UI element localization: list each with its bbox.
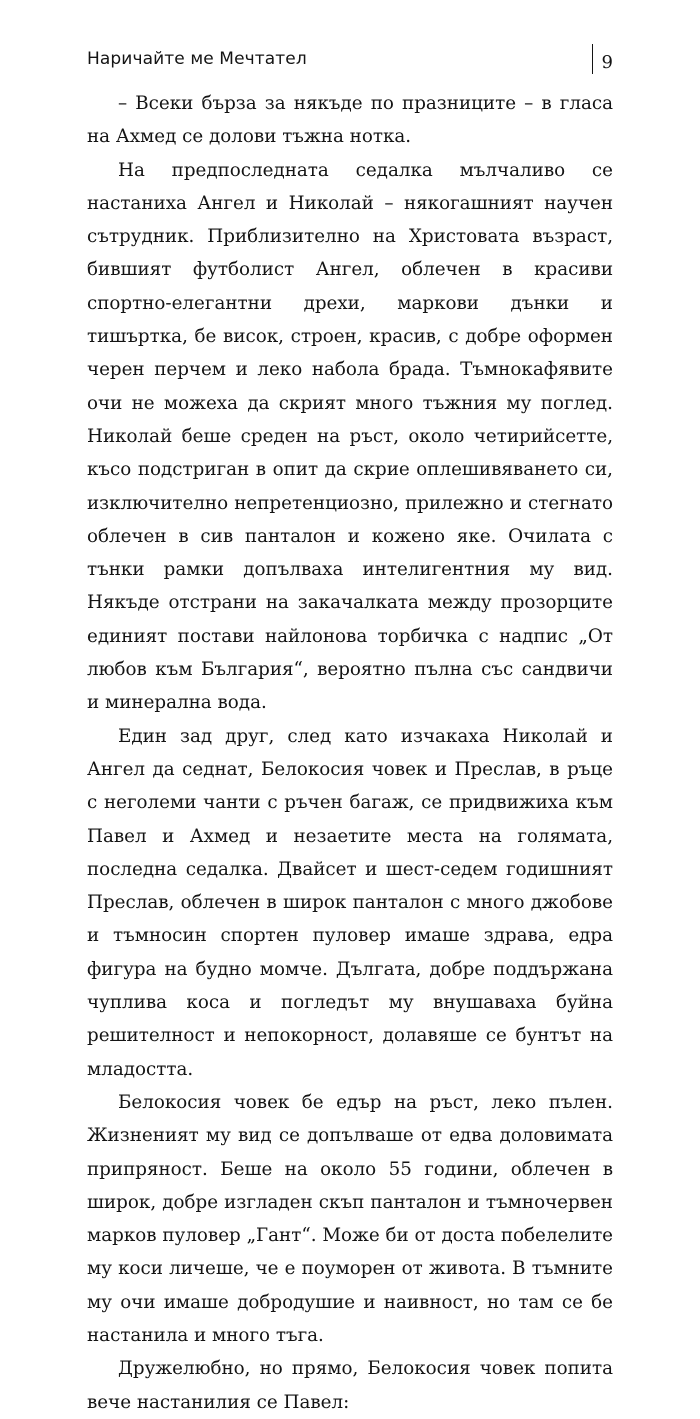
page-number-block: [592, 42, 613, 74]
running-title: Наричайте ме Мечтател: [87, 49, 307, 69]
paragraph: Белокосия човек бе едър на ръст, леко пълен. Жизненият му вид се допълваше от едва доловимата припряност. Беше на около 55 години, облечен в широк, добре изгладен скъп панталон и тъмночервен марков пуловер „Гант“. Може би от доста побелелите му коси личеше, че е поуморен от живота. В тъмните му очи имаше добродушие и наивност, но там се бе настанила и много тъга.: [87, 1091, 613, 1346]
header-rule: [592, 44, 593, 74]
paragraph: – Всеки бърза за някъде по празниците – в гласа на Ахмед се долови тъжна нотка.: [87, 93, 613, 148]
page-header: [87, 42, 613, 74]
paragraph: На предпоследната седалка мълчаливо се настаниха Ангел и Николай – някогашният научен сътрудник. Приблизително на Христовата възраст, бившият футболист Ангел, облечен в красиви спортно-елегантни дрехи, маркови дънки и тишъртка, бе висок, строен, красив, с добре оформен черен перчем и леко набола брада. Тъмнокафявите очи не можеха да скрият много тъжния му поглед. Николай беше среден на ръст, около четирийсетте, късо подстриган в опит да скрие оплешивяването си, изключително непретенциозно, прилежно и стегнато облечен в сив панталон и кожено яке. Очилата с тънки рамки допълваха интелигентния му вид. Някъде отстрани на закачалката между прозорците единият постави найлонова торбичка с надпис „От любов към България“, вероятно пълна със сандвичи и минерална вода.: [87, 159, 613, 714]
body-text: [87, 87, 613, 1419]
paragraph: Един зад друг, след като изчакаха Николай и Ангел да седнат, Белокосия човек и Преслав, в ръце с неголеми чанти с ръчен багаж, се придвижиха към Павел и Ахмед и незаетите места на голямата, последна седалка. Двайсет и шест-седем годишният Преслав, облечен в широк панталон с много джобове и тъмносин спортен пуловер имаше здрава, едра фигура на будно момче. Дългата, добре поддържана чуплива коса и погледът му внушаваха буйна решителност и непокорност, долавяше се бунтът на младостта.: [87, 725, 613, 1080]
page-number: 9: [601, 52, 613, 73]
paragraph: Дружелюбно, но прямо, Белокосия човек попита вече настанилия се Павел:: [87, 1358, 613, 1413]
